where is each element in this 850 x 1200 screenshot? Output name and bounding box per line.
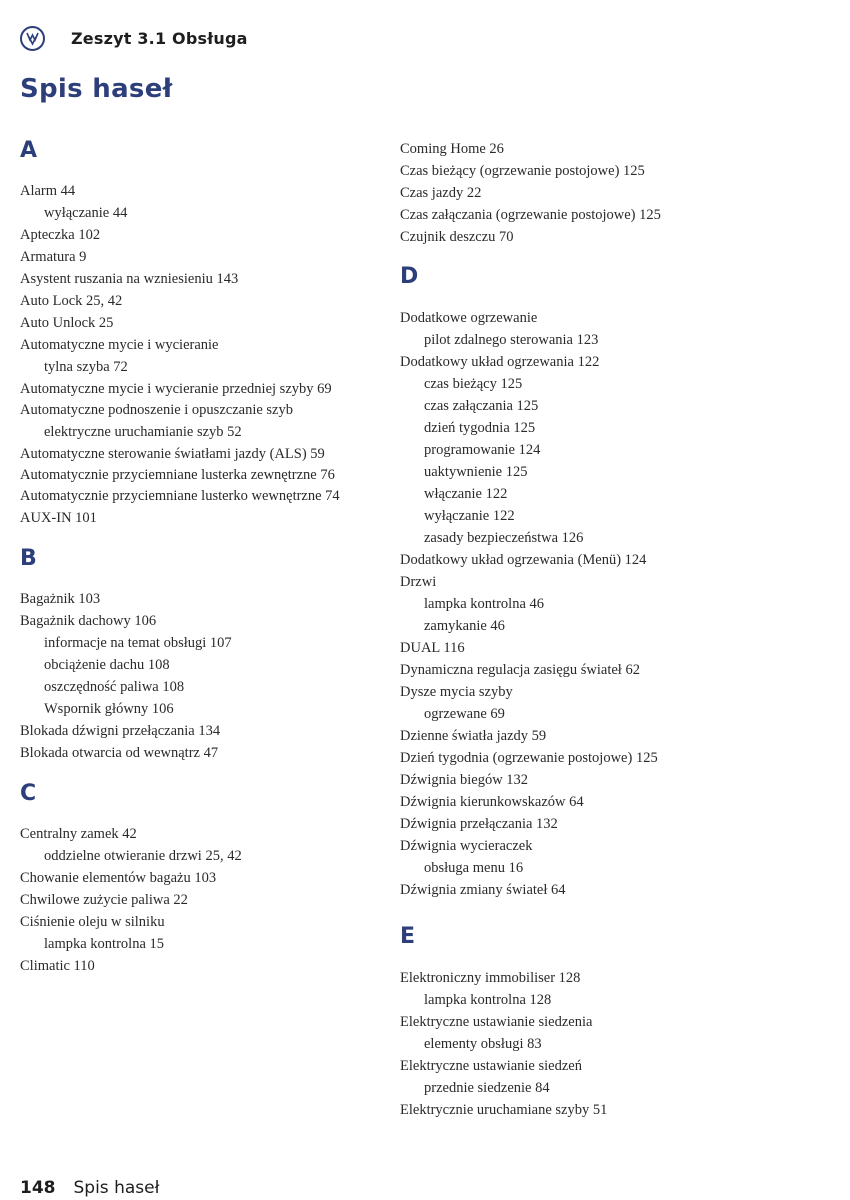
index-subentry: Wspornik główny 106 — [44, 701, 174, 717]
section-letter-c: C — [20, 781, 37, 806]
index-entry: Bagażnik 103 — [20, 591, 101, 607]
index-entry: Chwilowe zużycie paliwa 22 — [20, 892, 188, 908]
index-entry: Alarm 44 — [20, 183, 76, 199]
index-subentry: lampka kontrolna 128 — [424, 992, 552, 1008]
index-entry: Czas załączania (ogrzewanie postojowe) 125 — [400, 207, 661, 223]
index-entry: Asystent ruszania na wzniesieniu 143 — [20, 271, 239, 287]
index-entry: Elektroniczny immobiliser 128 — [400, 970, 581, 986]
index-subentry: programowanie 124 — [424, 442, 541, 458]
index-subentry: obsługa menu 16 — [424, 860, 524, 876]
index-entry: Dodatkowy układ ogrzewania 122 — [400, 354, 600, 370]
index-entry: Czas bieżący (ogrzewanie postojowe) 125 — [400, 163, 645, 179]
index-subentry: zamykanie 46 — [424, 618, 505, 634]
index-subentry: przednie siedzenie 84 — [424, 1080, 550, 1096]
index-entry: Elektryczne ustawianie siedzenia — [400, 1014, 593, 1030]
index-entry: Auto Unlock 25 — [20, 315, 114, 331]
index-entry: Ciśnienie oleju w silniku — [20, 914, 165, 930]
index-entry: Automatyczne podnoszenie i opuszczanie szyb — [20, 402, 293, 418]
page-header — [20, 26, 248, 51]
index-entry: Dźwignia wycieraczek — [400, 838, 533, 854]
section-letter-a: A — [20, 138, 38, 163]
footer-label: Spis haseł — [73, 1178, 160, 1198]
index-subentry: lampka kontrolna 15 — [44, 936, 165, 952]
index-subentry: informacje na temat obsługi 107 — [44, 635, 232, 651]
index-subentry: zasady bezpieczeństwa 126 — [424, 530, 584, 546]
index-entry: Centralny zamek 42 — [20, 826, 137, 842]
index-column-left — [20, 138, 420, 977]
index-entry: Chowanie elementów bagażu 103 — [20, 870, 217, 886]
index-subentry: pilot zdalnego sterowania 123 — [424, 332, 599, 348]
index-entry: Climatic 110 — [20, 958, 95, 974]
index-subentry: dzień tygodnia 125 — [424, 420, 536, 436]
index-subentry: oszczędność paliwa 108 — [44, 679, 185, 695]
index-subentry: lampka kontrolna 46 — [424, 596, 545, 612]
index-subentry: elementy obsługi 83 — [424, 1036, 542, 1052]
index-entry: Dźwignia kierunkowskazów 64 — [400, 794, 584, 810]
index-entry: Automatyczne mycie i wycieranie — [20, 337, 219, 353]
index-subentry: ogrzewane 69 — [424, 706, 505, 722]
vw-logo-icon — [24, 30, 41, 47]
index-subentry: obciążenie dachu 108 — [44, 657, 170, 673]
index-entry: Dodatkowy układ ogrzewania (Menü) 124 — [400, 552, 647, 568]
page-footer — [20, 1178, 159, 1198]
index-entry: Czas jazdy 22 — [400, 185, 482, 201]
index-entry: Coming Home 26 — [400, 141, 504, 157]
index-entry: Automatycznie przyciemniane lusterka zewnętrzne 76 — [20, 467, 335, 483]
index-entry: Automatyczne mycie i wycieranie przedniej szyby 69 — [20, 381, 332, 397]
index-subentry: tylna szyba 72 — [44, 359, 128, 375]
index-entry: Dźwignia zmiany świateł 64 — [400, 882, 566, 898]
index-entry: Bagażnik dachowy 106 — [20, 613, 157, 629]
index-entry: Dzień tygodnia (ogrzewanie postojowe) 125 — [400, 750, 658, 766]
index-entry: DUAL 116 — [400, 640, 465, 656]
index-entry: Dodatkowe ogrzewanie — [400, 310, 538, 326]
index-entry: Elektrycznie uruchamiane szyby 51 — [400, 1102, 608, 1118]
index-entry: Dysze mycia szyby — [400, 684, 513, 700]
index-subentry: uaktywnienie 125 — [424, 464, 528, 480]
index-entry: Czujnik deszczu 70 — [400, 229, 514, 245]
index-entry: Dzienne światła jazdy 59 — [400, 728, 547, 744]
index-entry: AUX-IN 101 — [20, 510, 97, 526]
index-subentry: elektryczne uruchamianie szyb 52 — [44, 424, 242, 440]
index-column-right — [400, 138, 800, 1121]
index-entry: Dynamiczna regulacja zasięgu świateł 62 — [400, 662, 640, 678]
section-letter-e: E — [400, 924, 416, 949]
page-number: 148 — [20, 1178, 56, 1198]
index-entry: Blokada otwarcia od wewnątrz 47 — [20, 745, 219, 761]
index-entry: Automatyczne sterowanie światłami jazdy (ALS) 59 — [20, 446, 325, 462]
index-entry: Drzwi — [400, 574, 437, 590]
index-entry: Auto Lock 25, 42 — [20, 293, 123, 309]
index-entry: Armatura 9 — [20, 249, 87, 265]
header-text: Zeszyt 3.1 Obsługa — [71, 29, 248, 48]
index-subentry: czas bieżący 125 — [424, 376, 523, 392]
page-title: Spis haseł — [20, 74, 173, 104]
index-subentry: czas załączania 125 — [424, 398, 539, 414]
index-subentry: włączanie 122 — [424, 486, 508, 502]
index-subentry: wyłączanie 122 — [424, 508, 515, 524]
index-entry: Elektryczne ustawianie siedzeń — [400, 1058, 582, 1074]
section-letter-b: B — [20, 546, 37, 571]
section-letter-d: D — [400, 264, 419, 289]
index-subentry: wyłączanie 44 — [44, 205, 128, 221]
index-entry: Dźwignia przełączania 132 — [400, 816, 558, 832]
index-entry: Blokada dźwigni przełączania 134 — [20, 723, 221, 739]
index-entry: Dźwignia biegów 132 — [400, 772, 529, 788]
vw-logo — [20, 26, 45, 51]
index-entry: Automatycznie przyciemniane lusterko wewnętrzne 74 — [20, 488, 340, 504]
index-subentry: oddzielne otwieranie drzwi 25, 42 — [44, 848, 242, 864]
index-entry: Apteczka 102 — [20, 227, 101, 243]
